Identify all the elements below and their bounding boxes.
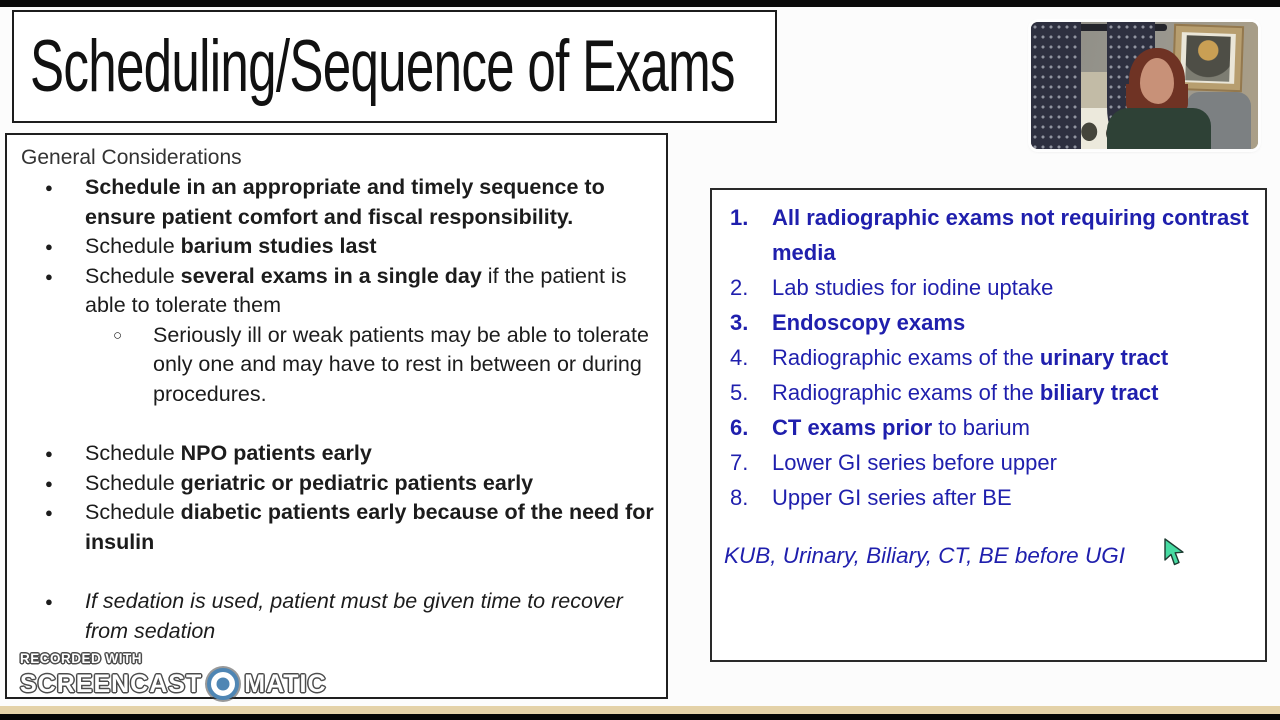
numbered-item-1 <box>730 200 1253 270</box>
item-number: 7. <box>730 450 749 475</box>
bullet-npo-early <box>21 439 656 469</box>
numbered-item-5 <box>730 375 1253 410</box>
page-title: Scheduling/Sequence of Exams <box>30 26 735 107</box>
bullet-icon: ● <box>45 505 53 520</box>
item-text: Lab studies for iodine uptake <box>772 275 1054 300</box>
panel-heading: General Considerations <box>21 146 242 169</box>
bullet-geriatric-pediatric <box>21 469 656 499</box>
bullet-icon: ● <box>45 446 53 461</box>
bullet-sedation <box>21 587 656 646</box>
item-number: 5. <box>730 380 749 405</box>
top-edge-bar <box>0 0 1280 7</box>
bullet-icon: ● <box>45 594 53 609</box>
bullet-text: Schedule several exams in a single day if the patient is able to tolerate them <box>85 263 627 317</box>
watermark-brand-left: SCREENCAST <box>20 669 203 698</box>
numbered-item-8 <box>730 480 1253 515</box>
item-number: 3. <box>730 310 749 335</box>
item-text: CT exams prior to barium <box>772 415 1030 440</box>
bullet-icon: ● <box>45 268 53 284</box>
bullet-icon: ● <box>45 475 53 491</box>
item-text: Upper GI series after BE <box>772 485 1012 510</box>
bullet-timely-sequence <box>21 173 656 232</box>
item-number: 6. <box>730 415 749 440</box>
item-text: Radiographic exams of the urinary tract <box>772 345 1169 370</box>
bullet-diabetic-early <box>21 498 656 557</box>
item-text: All radiographic exams not requiring contrast media <box>772 205 1249 265</box>
title-box <box>12 10 777 123</box>
item-number: 8. <box>730 485 749 510</box>
picture-art <box>1185 35 1231 82</box>
bottom-edge-bar <box>0 714 1280 720</box>
bullet-text: Schedule NPO patients early <box>85 441 372 465</box>
numbered-item-7 <box>730 445 1253 480</box>
numbered-item-3 <box>730 305 1253 340</box>
bullet-text: Schedule in an appropriate and timely sequence to ensure patient comfort and fiscal responsibility. <box>85 175 605 229</box>
exam-sequence-panel <box>710 188 1267 662</box>
bullet-barium-last <box>21 232 656 262</box>
screencast-o-icon <box>207 668 239 700</box>
watermark-brand-row <box>20 668 327 700</box>
item-number: 2. <box>730 275 749 300</box>
general-considerations-panel <box>5 133 668 699</box>
numbered-item-4 <box>730 340 1253 375</box>
presenter-face <box>1140 58 1174 104</box>
screencast-watermark <box>20 651 327 700</box>
curtain-left <box>1031 22 1081 149</box>
screencast-o-dot <box>217 678 230 691</box>
bullet-text: Schedule barium studies last <box>85 234 377 258</box>
watermark-recorded-with: RECORDED WITH <box>20 651 142 666</box>
mouse-cursor-icon <box>1162 537 1188 572</box>
item-number: 4. <box>730 345 749 370</box>
webcam-overlay <box>1031 22 1258 149</box>
item-text: Radiographic exams of the biliary tract <box>772 380 1159 405</box>
bottom-tan-strip <box>0 706 1280 714</box>
watermark-brand-right: MATIC <box>244 669 327 698</box>
numbered-item-6 <box>730 410 1253 445</box>
bullet-text: Schedule diabetic patients early because of the need for insulin <box>85 500 654 554</box>
item-number: 1. <box>730 205 749 230</box>
bullet-text: Schedule geriatric or pediatric patients early <box>85 470 534 495</box>
bullet-several-exams <box>21 262 656 321</box>
numbered-item-2 <box>730 270 1253 305</box>
sequence-mnemonic-note: KUB, Urinary, Biliary, CT, BE before UGI <box>724 543 1125 568</box>
bullet-text: If sedation is used, patient must be given time to recover from sedation <box>85 589 623 643</box>
bullet-icon: ● <box>45 239 53 254</box>
presenter-torso <box>1107 108 1211 149</box>
bullet-icon: ● <box>45 180 53 195</box>
item-text: Endoscopy exams <box>772 310 966 335</box>
item-text: Lower GI series before upper <box>772 450 1057 475</box>
sub-bullet-icon: ○ <box>113 326 123 344</box>
bullet-text: Seriously ill or weak patients may be able to tolerate only one and may have to rest in between or during procedures. <box>153 322 649 406</box>
subbullet-seriously-ill <box>21 321 656 410</box>
